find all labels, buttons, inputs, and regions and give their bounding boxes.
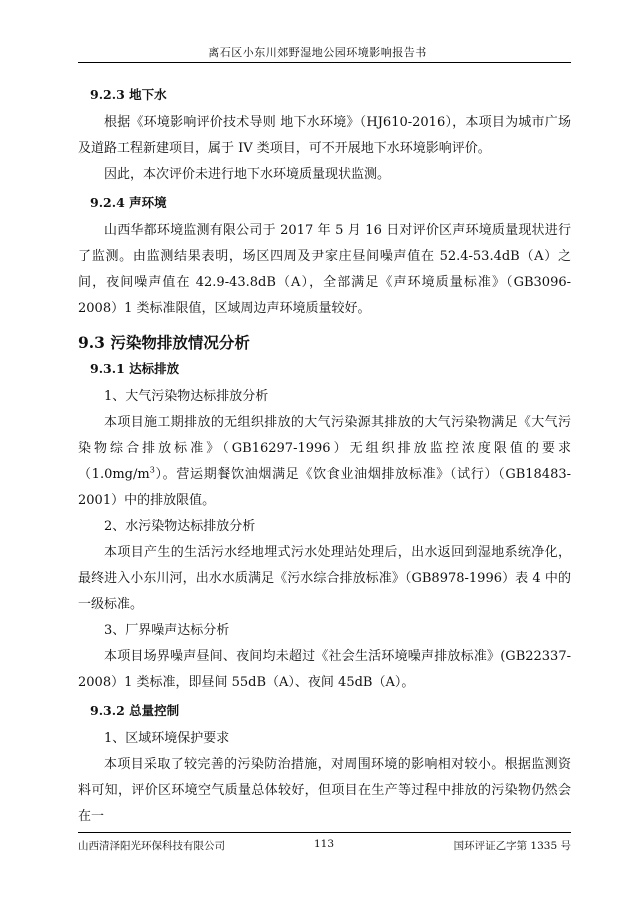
footer-divider <box>78 832 571 833</box>
paragraph <box>78 410 571 514</box>
footer-certificate: 国环评证乙字第 1335 号 <box>453 840 571 852</box>
list-item-title: 3、厂界噪声达标分析 <box>104 623 230 638</box>
paragraph: 根据《环境影响评价技术导则 地下水环境》（HJ610-2016），本项目为城市广场及道路工程新建项目，属于 IV 类项目，可不开展地下水环境影响评价。 <box>78 115 571 156</box>
section-9-3-1-heading: 9.3.1 达标排放 <box>90 361 180 376</box>
superscript: 3 <box>149 465 155 475</box>
section-9-3-2-heading: 9.3.2 总量控制 <box>90 703 180 718</box>
list-item-title: 1、区域环境保护要求 <box>104 731 230 746</box>
section-9-2-4-heading: 9.2.4 声环境 <box>90 195 167 210</box>
header-divider <box>78 62 571 63</box>
paragraph: 本项目采取了较完善的污染防治措施，对周围环境的影响相对较小。根据监测资料可知，评价区环境空气质量总体较好，但项目在生产等过程中排放的污染物仍然会在一 <box>78 757 571 824</box>
header-title: 离石区小东川郊野湿地公园环境影响报告书 <box>208 46 427 59</box>
list-item-title: 2、水污染物达标排放分析 <box>104 519 256 534</box>
page-number: 113 <box>314 838 335 850</box>
section-9-2-3-heading: 9.2.3 地下水 <box>90 87 167 102</box>
paragraph: 因此，本次评价未进行地下水环境质量现状监测。 <box>104 167 391 182</box>
paragraph-text: 本项目施工期排放的无组织排放的大气污染源其排放的大气污染物满足《大气污染物综合排放标准》（GB16297-1996）无组织排放监控浓度限值的要求（1.0mg/m <box>78 415 571 482</box>
paragraph: 本项目产生的生活污水经地埋式污水处理站处理后，出水返回到湿地系统净化，最终进入小东川河，出水水质满足《污水综合排放标准》（GB8978-1996）表 4 中的一级标准。 <box>78 545 571 612</box>
paragraph-text: ）。营运期餐饮油烟满足《饮食业油烟排放标准》（试行）（GB18483-2001）中的排放限值。 <box>78 467 572 508</box>
section-9-3-heading: 9.3 污染物排放情况分析 <box>78 333 250 352</box>
document-body <box>78 84 571 830</box>
footer-company: 山西清泽阳光环保科技有限公司 <box>78 840 225 852</box>
list-item-title: 1、大气污染物达标排放分析 <box>104 389 269 404</box>
paragraph: 山西华都环境监测有限公司于 2017 年 5 月 16 日对评价区声环境质量现状进行了监测。由监测结果表明，场区四周及尹家庄昼间噪声值在 52.4-53.4dB（A）之间，夜间噪声值在 42.9-43.8dB（A），全部满足《声环境质量标准》（GB3096-2008）1 类标准限值，区域周边声环境质量较好。 <box>78 223 571 316</box>
paragraph: 本项目场界噪声昼间、夜间均未超过《社会生活环境噪声排放标准》(GB22337-2008）1 类标准，即昼间 55dB（A）、夜间 45dB（A）。 <box>78 649 571 690</box>
